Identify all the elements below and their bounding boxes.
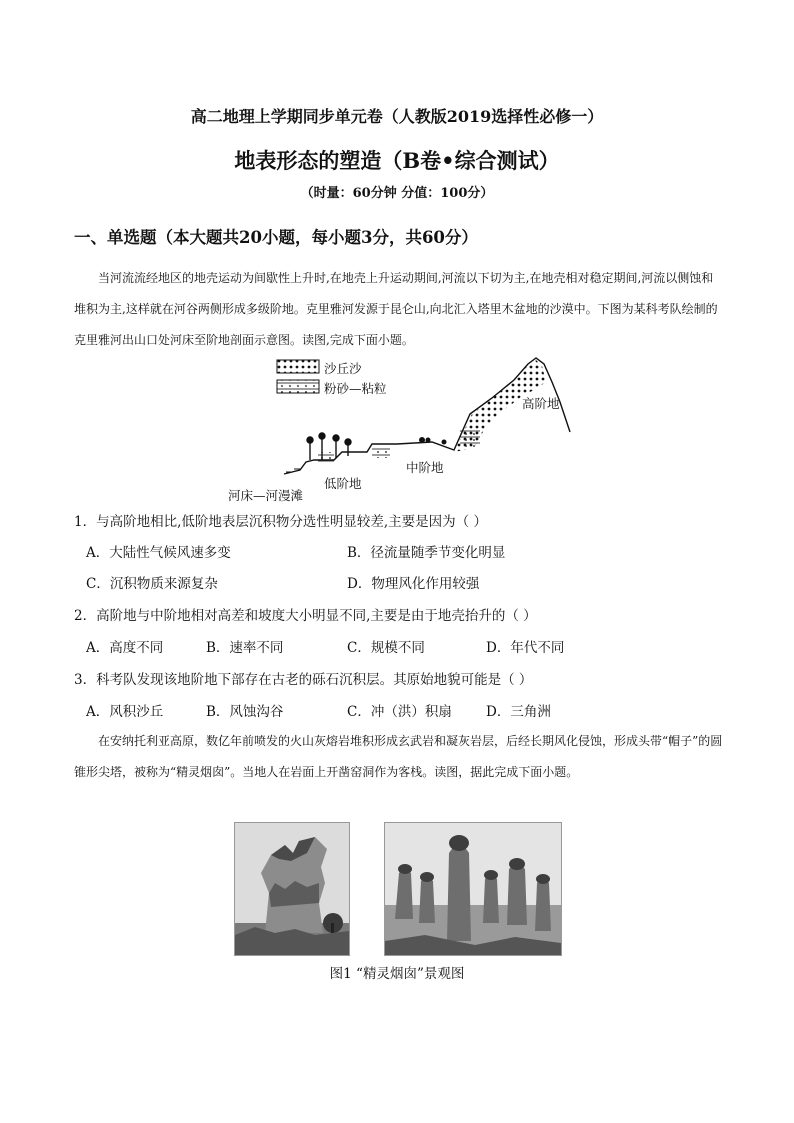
exam-title: 高二地理上学期同步单元卷（人教版2019选择性必修一） xyxy=(190,107,604,126)
figure-caption: 图1 “精灵烟囱”景观图 xyxy=(329,966,465,982)
legend-sand-label: 沙丘沙 xyxy=(324,361,362,376)
exam-meta: （时量：60分钟 分值：100分） xyxy=(300,186,494,201)
question-3-option-a[interactable]: A．风积沙丘 xyxy=(86,704,164,720)
question-2-option-d[interactable]: D．年代不同 xyxy=(486,640,565,656)
high-terrace-label: 高阶地 xyxy=(522,396,560,411)
question-3-stem: 3．科考队发现该地阶地下部存在古老的砾石沉积层。其原始地貌可能是（ ） xyxy=(74,672,533,688)
section-title: 一、单选题（本大题共20小题，每小题3分，共60分） xyxy=(74,228,478,247)
question-1-option-b[interactable]: B．径流量随季节变化明显 xyxy=(347,545,506,561)
low-terrace-label: 低阶地 xyxy=(324,476,362,491)
terrace-profile-svg xyxy=(222,352,582,502)
question-3-option-d[interactable]: D．三角洲 xyxy=(486,704,551,720)
mid-terrace-shrubs xyxy=(419,437,447,445)
passage-1: 当河流流经地区的地壳运动为间歇性上升时,在地壳上升运动期间,河流以下切为主,在地壳相对稳定期间,河流以侧蚀和堆积为主,这样就在河谷两侧形成多级阶地。克里雅河发源于昆仑山,向北汇入塔里木盆地的沙漠中。下图为某科考队绘制的克里雅河出山口处河床至阶地剖面示意图。读图,完成下面小题。 xyxy=(74,271,718,347)
question-2-option-a[interactable]: A．高度不同 xyxy=(86,640,164,656)
question-2-option-b[interactable]: B．速率不同 xyxy=(206,640,284,656)
high-terrace-silt xyxy=(460,430,480,448)
legend-sand-swatch xyxy=(277,360,319,373)
question-1-stem: 1．与高阶地相比,低阶地表层沉积物分选性明显较差,主要是因为（ ） xyxy=(74,514,487,530)
fairy-chimney-photo-left xyxy=(234,822,350,956)
mid-terrace-silt xyxy=(372,448,390,458)
terrace-profile-diagram xyxy=(222,352,582,502)
question-2-option-c[interactable]: C．规模不同 xyxy=(347,640,425,656)
question-2-stem: 2．高阶地与中阶地相对高差和坡度大小明显不同,主要是由于地壳抬升的（ ） xyxy=(74,608,537,624)
question-3-option-c[interactable]: C．冲（洪）积扇 xyxy=(347,704,452,720)
question-1-option-a[interactable]: A．大陆性气候风速多变 xyxy=(86,545,231,561)
passage-2: 在安纳托利亚高原，数亿年前喷发的火山灰熔岩堆积形成玄武岩和凝灰岩层，后经长期风化侵蚀，形成头带“帽子”的圆锥形尖塔，被称为“精灵烟囱”。当地人在岩面上开凿窑洞作为客栈。读图，据此完成下面小题。 xyxy=(74,734,723,779)
unit-title: 地表形态的塑造（B卷•综合测试） xyxy=(234,148,560,173)
mid-terrace-label: 中阶地 xyxy=(406,460,444,475)
fairy-chimney-photo-right xyxy=(384,822,562,956)
question-3-option-b[interactable]: B．风蚀沟谷 xyxy=(206,704,284,720)
question-1-option-d[interactable]: D．物理风化作用较强 xyxy=(347,576,480,592)
question-1-option-c[interactable]: C．沉积物质来源复杂 xyxy=(86,576,218,592)
legend-silt-swatch xyxy=(277,380,319,393)
legend-silt-label: 粉砂—粘粒 xyxy=(324,381,387,396)
riverbed-label: 河床—河漫滩 xyxy=(228,488,304,503)
